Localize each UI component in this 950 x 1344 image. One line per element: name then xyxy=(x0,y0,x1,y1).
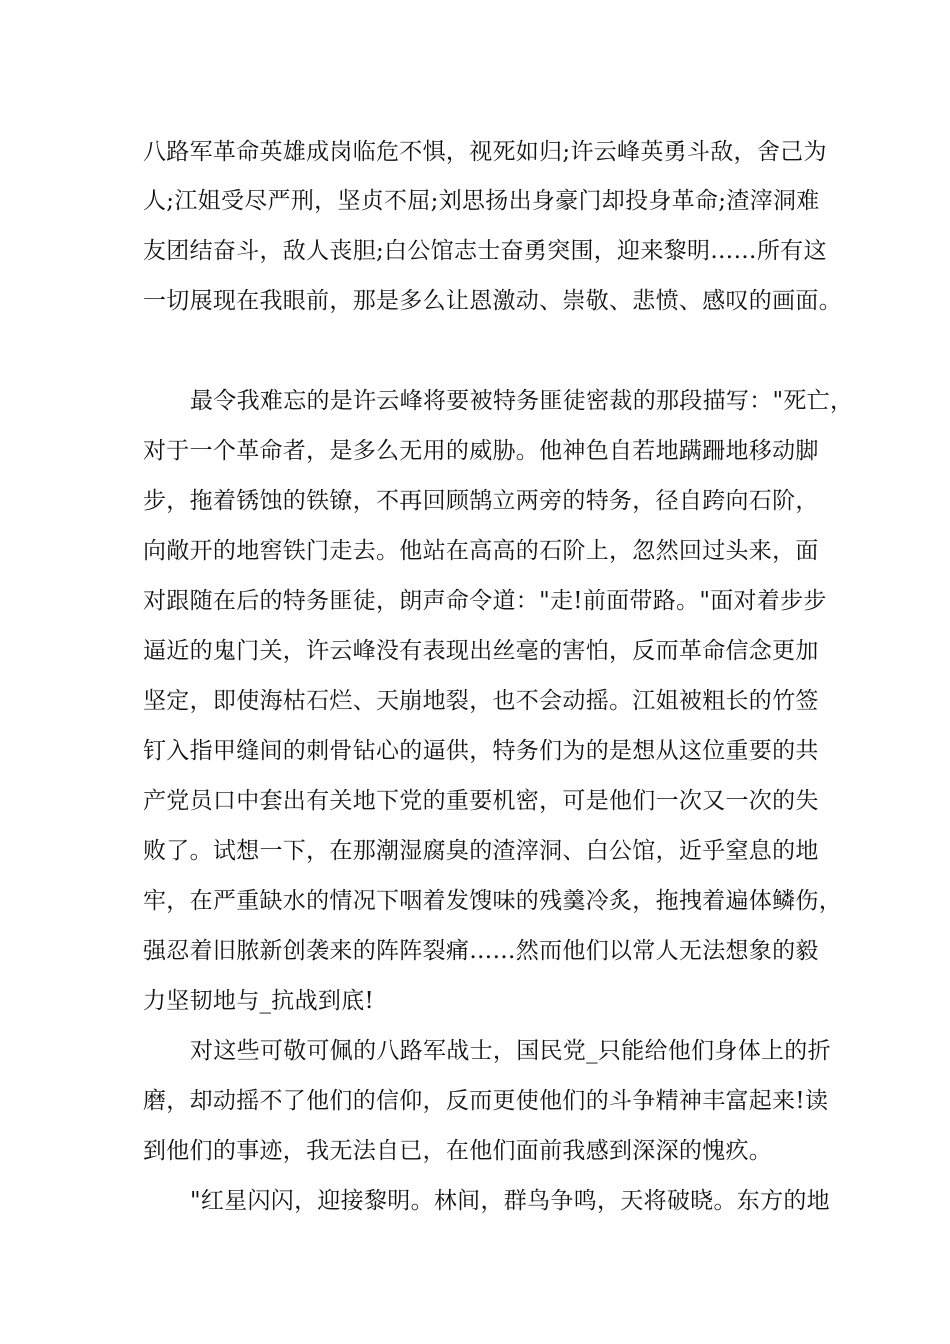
text-line: 产党员口中套出有关地下党的重要机密，可是他们一次又一次的失 xyxy=(143,788,819,814)
text-line: 钉入指甲缝间的刺骨钻心的逼供，特务们为的是想从这位重要的共 xyxy=(143,738,819,764)
text-line: 对这些可敬可佩的八路军战士，国民党_只能给他们身体上的折 xyxy=(190,1038,831,1064)
text-line: 对跟随在后的特务匪徒，朗声命令道："走!前面带路。"面对着步步 xyxy=(143,588,827,614)
text-line: 最令我难忘的是许云峰将要被特务匪徒密裁的那段描写："死亡， xyxy=(190,388,854,414)
text-line: "红星闪闪，迎接黎明。林间，群鸟争鸣，天将破晓。东方的地 xyxy=(190,1188,830,1214)
text-line: 人;江姐受尽严刑，坚贞不屈;刘思扬出身豪门却投身革命;渣滓洞难 xyxy=(143,188,820,214)
text-line: 到他们的事迹，我无法自已，在他们面前我感到深深的愧疚。 xyxy=(143,1138,773,1164)
text-line: 友团结奋斗，敌人丧胆;白公馆志士奋勇突围，迎来黎明……所有这 xyxy=(143,238,827,264)
text-line: 力坚韧地与_抗战到底! xyxy=(143,988,375,1014)
text-line: 坚定，即使海枯石烂、天崩地裂，也不会动摇。江姐被粗长的竹签 xyxy=(143,688,819,714)
text-line: 步，拖着锈蚀的铁镣，不再回顾鹄立两旁的特务，径自跨向石阶， xyxy=(143,488,819,514)
text-line: 对于一个革命者，是多么无用的威胁。他神色自若地蹒跚地移动脚 xyxy=(143,438,819,464)
text-line: 逼近的鬼门关，许云峰没有表现出丝毫的害怕，反而革命信念更加 xyxy=(143,638,819,664)
text-line: 向敞开的地窖铁门走去。他站在高高的石阶上，忽然回过头来，面 xyxy=(143,538,819,564)
text-line: 牢，在严重缺水的情况下咽着发馊味的残羹冷炙，拖拽着遍体鳞伤， xyxy=(143,888,842,914)
text-line: 八路军革命英雄成岗临危不惧，视死如归;许云峰英勇斗敌，舍己为 xyxy=(143,139,827,165)
text-line: 磨，却动摇不了他们的信仰，反而更使他们的斗争精神丰富起来!读 xyxy=(143,1088,829,1114)
text-line: 一切展现在我眼前，那是多么让恩激动、崇敬、悲愤、感叹的画面。 xyxy=(143,288,842,314)
text-line: 败了。试想一下，在那潮湿腐臭的渣滓洞、白公馆，近乎窒息的地 xyxy=(143,838,819,864)
text-line: 强忍着旧脓新创袭来的阵阵裂痛……然而他们以常人无法想象的毅 xyxy=(143,938,819,964)
